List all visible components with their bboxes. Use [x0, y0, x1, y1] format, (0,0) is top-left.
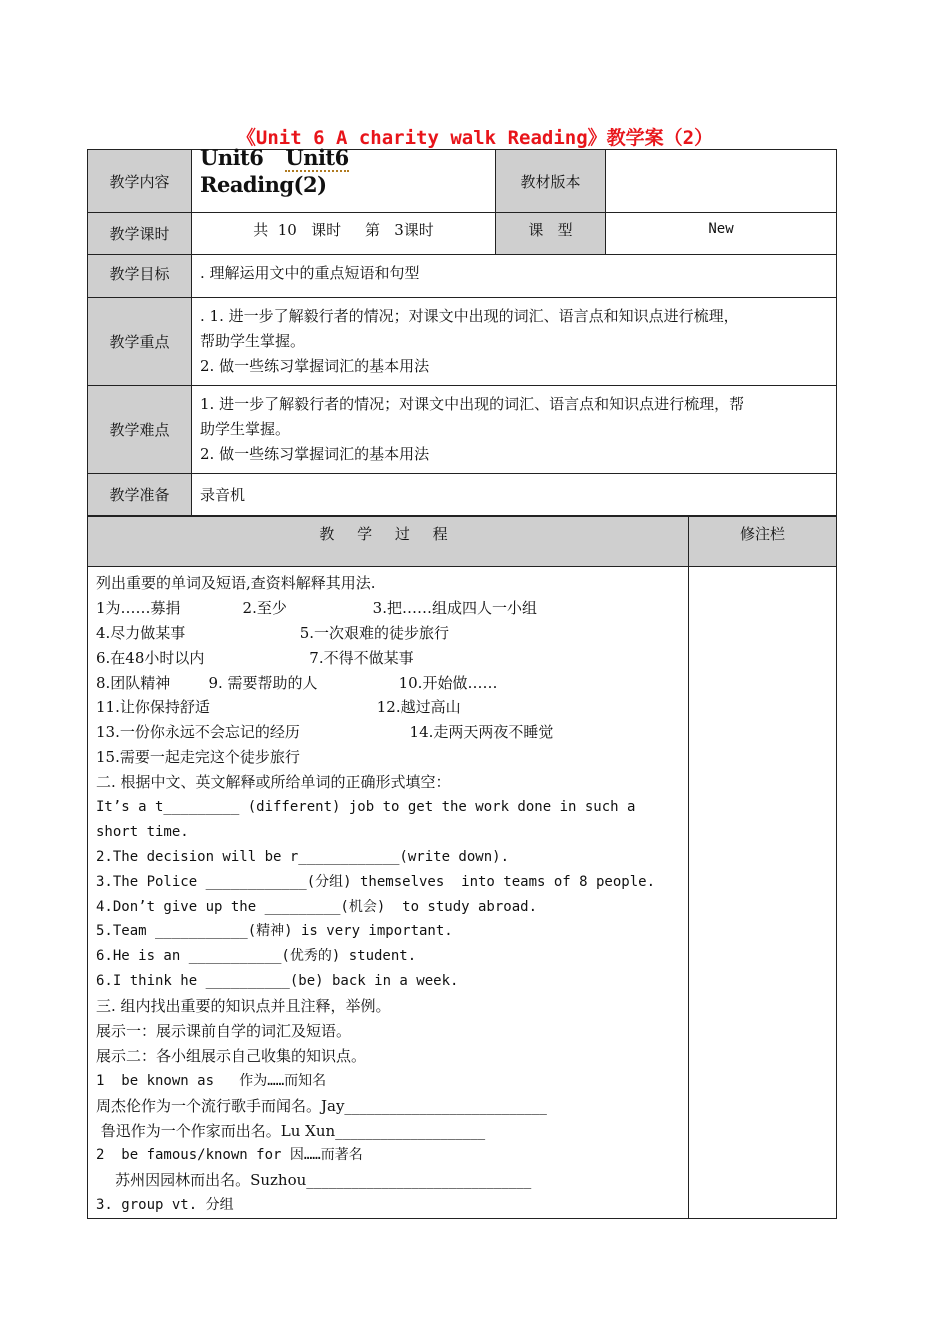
hours-label: 教学课时: [88, 213, 192, 255]
process-line: 苏州因园林而出名。Suzhou______________________________: [96, 1171, 532, 1190]
process-line: 鲁迅作为一个作家而出名。Lu Xun____________________: [96, 1121, 486, 1140]
process-table: [87, 516, 837, 1219]
process-line: 展示二：各小组展示自己收集的知识点。: [96, 1046, 367, 1065]
process-line: 15.需要一起走完这个徒步旅行: [96, 748, 300, 767]
type-value: New: [606, 213, 837, 255]
process-line: 6.He is an ___________(优秀的) student.: [96, 948, 417, 965]
process-header: 教 学 过 程: [88, 517, 689, 567]
prep-label: 教学准备: [88, 474, 192, 516]
process-line: 2 be famous/known for 因……而著名: [96, 1147, 363, 1164]
goal-label: 教学目标: [88, 255, 192, 298]
process-line: short time.: [96, 823, 189, 840]
difficult-label: 教学难点: [88, 386, 192, 474]
difficult-points: [192, 386, 837, 474]
key-line: 2. 做一些练习掌握词汇的基本用法: [200, 357, 430, 375]
process-content: [88, 567, 689, 1219]
content-title: [192, 145, 496, 213]
content-label: 教学内容: [88, 150, 192, 213]
process-line: 列出重要的单词及短语,查资料解释其用法.: [96, 574, 376, 592]
notes-header: 修注栏: [689, 517, 837, 567]
difficult-line: 助学生掌握。: [200, 420, 291, 438]
prep-text: 录音机: [192, 474, 837, 516]
process-line: 6.在48小时以内 7.不得不做某事: [96, 648, 414, 667]
process-line: 1为……募捐 2.至少 3.把……组成四人一小组: [96, 598, 537, 617]
process-line: 3.The Police ____________(分组) themselves into teams of 8 people.: [96, 873, 656, 890]
key-label: 教学重点: [88, 298, 192, 386]
edition-value: [606, 150, 837, 213]
difficult-line: 1. 进一步了解毅行者的情况；对课文中出现的词汇、语言点和知识点进行梳理，帮: [200, 395, 745, 413]
process-line: 二. 根据中文、英文解释或所给单词的正确形式填空：: [96, 773, 451, 792]
process-line: 三. 组内找出重要的知识点并且注释，举例。: [96, 997, 391, 1016]
process-line: 4.Don’t give up the _________(机会) to study abroad.: [96, 898, 538, 915]
document-title: 《Unit 6 A charity walk Reading》教学案（2）: [236, 127, 714, 149]
key-line: . 1. 进一步了解毅行者的情况；对课文中出现的词汇、语言点和知识点进行梳理，: [200, 307, 739, 325]
process-line: 4.尽力做某事 5.一次艰难的徒步旅行: [96, 623, 450, 642]
process-line: 1 be known as 作为……而知名: [96, 1072, 327, 1089]
notes-column: [689, 567, 837, 1219]
content-title-part: Unit6: [285, 145, 349, 170]
process-line: 13.一份你永远不会忘记的经历 14.走两天两夜不睡觉: [96, 723, 554, 742]
difficult-line: 2. 做一些练习掌握词汇的基本用法: [200, 445, 430, 463]
process-line: 6.I think he __________(be) back in a week.: [96, 973, 459, 990]
process-line: 展示一：展示课前自学的词汇及短语。: [96, 1022, 352, 1041]
process-line: 2.The decision will be r____________(write down).: [96, 848, 510, 865]
process-line: 5.Team ___________(精神) is very important.: [96, 923, 453, 940]
key-line: 帮助学生掌握。: [200, 332, 306, 350]
process-line: It’s a t_________ (different) job to get the work done in such a: [96, 799, 636, 816]
process-line: 周杰伦作为一个流行歌手而闻名。Jay___________________________: [96, 1096, 547, 1115]
key-points: [192, 298, 837, 386]
hours-value: 共 10 课时 第 3课时: [192, 213, 496, 255]
goal-text: . 理解运用文中的重点短语和句型: [192, 255, 837, 298]
edition-label: 教材版本: [496, 150, 606, 213]
content-title-part: Reading(2): [200, 172, 327, 197]
process-line: 8.团队精神 9. 需要帮助的人 10.开始做……: [96, 673, 498, 692]
type-label: 课 型: [496, 213, 606, 255]
process-line: 3. group vt. 分组: [96, 1197, 234, 1214]
process-line: 11.让你保持舒适 12.越过高山: [96, 698, 461, 717]
content-title-part: Unit6: [200, 145, 264, 170]
lesson-info-table: [87, 145, 837, 516]
